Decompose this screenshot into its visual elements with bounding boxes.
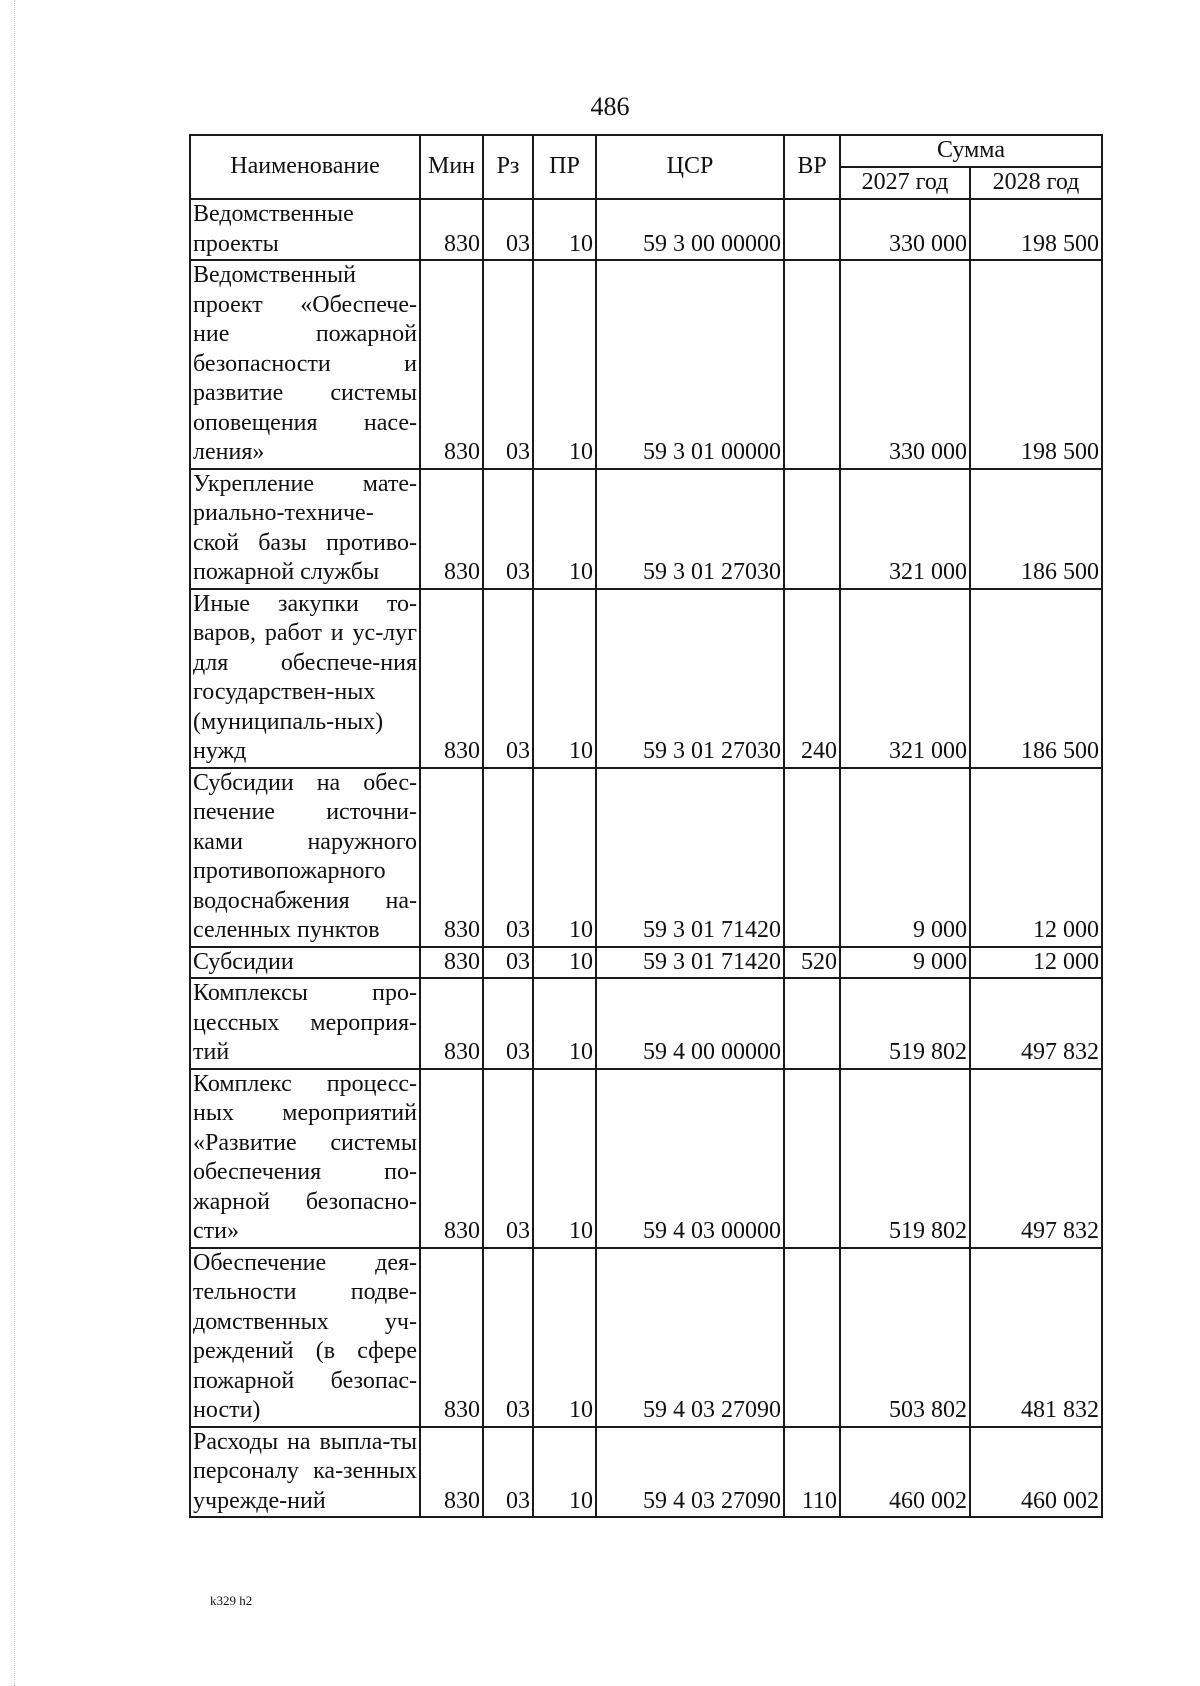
cell-rz: 03	[483, 768, 533, 947]
cell-name: Комплексы про-цессных мероприя-тий	[190, 978, 420, 1069]
cell-pr: 10	[533, 768, 596, 947]
cell-y2027: 321 000	[840, 589, 970, 768]
table-row	[190, 260, 1102, 469]
cell-name: Укрепление мате-риально-техниче-ской базы противо-пожарной службы	[190, 469, 420, 589]
cell-vr	[784, 260, 840, 469]
cell-name: Расходы на выпла-ты персоналу ка-зенных учрежде-ний	[190, 1427, 420, 1518]
header-pr: ПР	[533, 135, 596, 199]
cell-y2028: 12 000	[970, 947, 1102, 979]
cell-pr: 10	[533, 947, 596, 979]
header-csr: ЦСР	[596, 135, 784, 199]
cell-pr: 10	[533, 260, 596, 469]
cell-vr	[784, 768, 840, 947]
cell-csr: 59 3 01 00000	[596, 260, 784, 469]
cell-csr: 59 3 00 00000	[596, 199, 784, 260]
cell-pr: 10	[533, 1248, 596, 1427]
cell-min: 830	[420, 768, 483, 947]
table-row	[190, 1427, 1102, 1518]
cell-rz: 03	[483, 947, 533, 979]
cell-y2027: 330 000	[840, 260, 970, 469]
cell-csr: 59 3 01 71420	[596, 947, 784, 979]
cell-csr: 59 3 01 27030	[596, 469, 784, 589]
cell-y2027: 9 000	[840, 947, 970, 979]
cell-min: 830	[420, 947, 483, 979]
table-row	[190, 1248, 1102, 1427]
cell-y2027: 519 802	[840, 978, 970, 1069]
cell-pr: 10	[533, 469, 596, 589]
table-row	[190, 978, 1102, 1069]
cell-min: 830	[420, 1248, 483, 1427]
cell-pr: 10	[533, 589, 596, 768]
page-number: 486	[590, 92, 630, 121]
table-row	[190, 589, 1102, 768]
cell-rz: 03	[483, 1069, 533, 1248]
header-name: Наименование	[190, 135, 420, 199]
cell-y2027: 519 802	[840, 1069, 970, 1248]
scan-edge	[0, 0, 15, 1686]
table-row	[190, 768, 1102, 947]
cell-pr: 10	[533, 1427, 596, 1518]
cell-vr	[784, 978, 840, 1069]
cell-y2028: 198 500	[970, 199, 1102, 260]
cell-rz: 03	[483, 1248, 533, 1427]
header-sum: Сумма	[840, 135, 1102, 167]
cell-csr: 59 4 00 00000	[596, 978, 784, 1069]
budget-table	[189, 134, 1103, 1518]
cell-vr: 110	[784, 1427, 840, 1518]
cell-name: Комплекс процесс-ных мероприятий «Развитие системы обеспечения по-жарной безопасно-сти»	[190, 1069, 420, 1248]
header-min: Мин	[420, 135, 483, 199]
table-header	[190, 135, 1102, 199]
cell-csr: 59 4 03 27090	[596, 1248, 784, 1427]
cell-pr: 10	[533, 1069, 596, 1248]
cell-csr: 59 3 01 71420	[596, 768, 784, 947]
table-row	[190, 1069, 1102, 1248]
cell-min: 830	[420, 589, 483, 768]
cell-vr	[784, 469, 840, 589]
cell-min: 830	[420, 1427, 483, 1518]
cell-vr: 240	[784, 589, 840, 768]
cell-y2028: 186 500	[970, 589, 1102, 768]
header-rz: Рз	[483, 135, 533, 199]
header-2027: 2027 год	[840, 167, 970, 199]
cell-min: 830	[420, 199, 483, 260]
cell-y2028: 198 500	[970, 260, 1102, 469]
cell-min: 830	[420, 1069, 483, 1248]
cell-y2027: 503 802	[840, 1248, 970, 1427]
table-body	[190, 199, 1102, 1517]
cell-name: Ведомственный проект «Обеспече-ние пожарной безопасности и развитие системы оповещения насе-ления»	[190, 260, 420, 469]
cell-vr	[784, 199, 840, 260]
cell-y2027: 321 000	[840, 469, 970, 589]
cell-y2028: 497 832	[970, 978, 1102, 1069]
cell-rz: 03	[483, 260, 533, 469]
cell-min: 830	[420, 978, 483, 1069]
cell-vr	[784, 1248, 840, 1427]
cell-name: Субсидии	[190, 947, 420, 979]
cell-csr: 59 3 01 27030	[596, 589, 784, 768]
cell-csr: 59 4 03 27090	[596, 1427, 784, 1518]
cell-name: Иные закупки то-варов, работ и ус-луг для обеспече-ния государствен-ных (муниципаль-ных) нужд	[190, 589, 420, 768]
cell-rz: 03	[483, 978, 533, 1069]
header-2028: 2028 год	[970, 167, 1102, 199]
cell-vr	[784, 1069, 840, 1248]
header-vr: ВР	[784, 135, 840, 199]
table-row	[190, 947, 1102, 979]
document-code: k329 h2	[210, 1593, 253, 1608]
cell-y2028: 186 500	[970, 469, 1102, 589]
cell-pr: 10	[533, 199, 596, 260]
cell-y2027: 460 002	[840, 1427, 970, 1518]
table-row	[190, 199, 1102, 260]
table-row	[190, 469, 1102, 589]
cell-rz: 03	[483, 199, 533, 260]
cell-name: Субсидии на обес-печение источни-ками наружного противопожарного водоснабжения на-селенных пунктов	[190, 768, 420, 947]
cell-name: Ведомственные проекты	[190, 199, 420, 260]
cell-y2027: 330 000	[840, 199, 970, 260]
cell-y2027: 9 000	[840, 768, 970, 947]
cell-vr: 520	[784, 947, 840, 979]
cell-y2028: 460 002	[970, 1427, 1102, 1518]
cell-y2028: 497 832	[970, 1069, 1102, 1248]
cell-pr: 10	[533, 978, 596, 1069]
cell-y2028: 12 000	[970, 768, 1102, 947]
cell-rz: 03	[483, 469, 533, 589]
cell-name: Обеспечение дея-тельности подве-домственных уч-реждений (в сфере пожарной безопас-ности)	[190, 1248, 420, 1427]
cell-min: 830	[420, 469, 483, 589]
cell-min: 830	[420, 260, 483, 469]
cell-csr: 59 4 03 00000	[596, 1069, 784, 1248]
cell-rz: 03	[483, 1427, 533, 1518]
cell-y2028: 481 832	[970, 1248, 1102, 1427]
cell-rz: 03	[483, 589, 533, 768]
